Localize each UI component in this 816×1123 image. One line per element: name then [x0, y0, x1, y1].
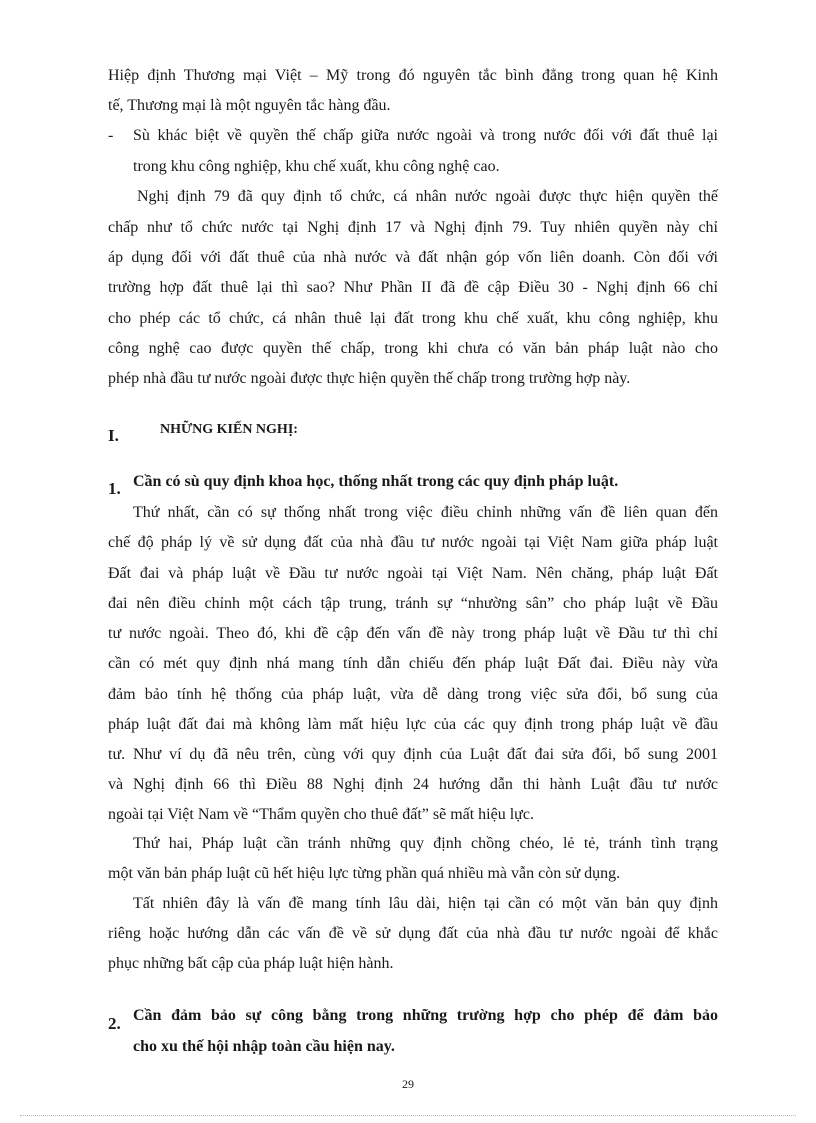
subsection-1-number: 1.: [108, 479, 121, 498]
intro-line-1: Hiệp định Thương mại Việt – Mỹ trong đó nguyên tắc bình đẳng trong quan hệ Kinh: [108, 67, 718, 84]
para3-line-2: một văn bản pháp luật cũ hết hiệu lực từng phần quá nhiều mà vẫn còn sử dụng.: [108, 865, 621, 882]
para1-line-5: cho phép các tổ chức, cá nhân thuê lại đất trong khu chế xuất, khu công nghiệp, khu: [108, 310, 718, 327]
bullet-line-1: Sù khác biệt về quyền thế chấp giữa nước ngoài và trong nước đối với đất thuê lại: [133, 127, 718, 144]
para1-line-6: công nghệ cao được quyền thế chấp, trong khi chưa có văn bản pháp luật nào cho: [108, 340, 718, 357]
subsection-2-title-line-1: Cần đảm bảo sự công bằng trong những trường hợp cho phép để đảm bảo: [133, 1007, 718, 1024]
para2-line-5: tư nước ngoài. Theo đó, khi đề cập đến vấn đề này trong pháp luật về Đầu tư thì chỉ: [108, 625, 718, 642]
para2-line-1: Thứ nhất, cần có sự thống nhất trong việc điều chỉnh những vấn đề liên quan đến: [133, 504, 718, 521]
para4-line-3: phục những bất cập của pháp luật hiện hành.: [108, 955, 394, 972]
para2-line-3: Đất đai và pháp luật về Đầu tư nước ngoài tại Việt Nam. Nên chăng, pháp luật Đất: [108, 565, 718, 582]
intro-line-2: tế, Thương mại là một nguyên tắc hàng đầu.: [108, 97, 391, 114]
para2-line-4: đai nên điều chỉnh một cách tập trung, tránh sự “nhường sân” cho pháp luật về Đầu: [108, 595, 718, 612]
subsection-2-number: 2.: [108, 1014, 121, 1033]
subsection-2-title-line-2: cho xu thế hội nhập toàn cầu hiện nay.: [133, 1038, 395, 1055]
para2-line-11: ngoài tại Việt Nam về “Thẩm quyền cho thuê đất” sẽ mất hiệu lực.: [108, 806, 534, 823]
para4-line-1: Tất nhiên đây là vấn đề mang tính lâu dài, hiện tại cần có một văn bản quy định: [133, 895, 718, 912]
para1-line-4: trường hợp đất thuê lại thì sao? Như Phần II đã đề cập Điều 30 - Nghị định 66 chỉ: [108, 279, 718, 296]
footer-divider: [20, 1115, 796, 1116]
para1-line-7: phép nhà đầu tư nước ngoài được thực hiện quyền thế chấp trong trường hợp này.: [108, 370, 631, 387]
section-number: I.: [108, 426, 119, 445]
para3-line-1: Thứ hai, Pháp luật cần tránh những quy định chồng chéo, lẻ tẻ, tránh tình trạng: [133, 835, 718, 852]
page-number: 29: [402, 1077, 414, 1091]
bullet-line-2: trong khu công nghiệp, khu chế xuất, khu công nghệ cao.: [133, 158, 500, 175]
subsection-1-title: Cần có sù quy định khoa học, thống nhất trong các quy định pháp luật.: [133, 473, 619, 490]
section-title: NHỮNG KIẾN NGHỊ:: [160, 422, 298, 437]
para2-line-6: cần có mét quy định nhá mang tính dẫn chiếu đến pháp luật Đất đai. Điều này vừa: [108, 655, 718, 672]
para2-line-2: chế độ pháp lý về sử dụng đất của nhà đầu tư nước ngoài tại Việt Nam giữa pháp luật: [108, 534, 718, 551]
para2-line-7: đảm bảo tính hệ thống của pháp luật, vừa dễ dàng trong việc sửa đổi, bổ sung của: [108, 686, 718, 703]
para2-line-8: pháp luật đất đai mà không làm mất hiệu lực của các quy định trong pháp luật về đầu: [108, 716, 718, 733]
para1-line-1: Nghị định 79 đã quy định tổ chức, cá nhân nước ngoài được thực hiện quyền thế: [137, 188, 718, 205]
para2-line-10: và Nghị định 66 thì Điều 88 Nghị định 24 hướng dẫn thi hành Luật đầu tư nước: [108, 776, 718, 793]
para4-line-2: riêng hoặc hướng dẫn các vấn đề về sử dụng đất của nhà đầu tư nước ngoài để khắc: [108, 925, 718, 942]
para1-line-2: chấp như tổ chức nước tại Nghị định 17 và Nghị định 79. Tuy nhiên quyền này chỉ: [108, 219, 718, 236]
bullet-marker: -: [108, 127, 114, 144]
para1-line-3: áp dụng đối với đất thuê của nhà nước và đất nhận góp vốn liên doanh. Còn đối với: [108, 249, 718, 266]
para2-line-9: tư. Như ví dụ đã nêu trên, cùng với quy định của Luật đất đai sửa đổi, bổ sung 2001: [108, 746, 718, 763]
